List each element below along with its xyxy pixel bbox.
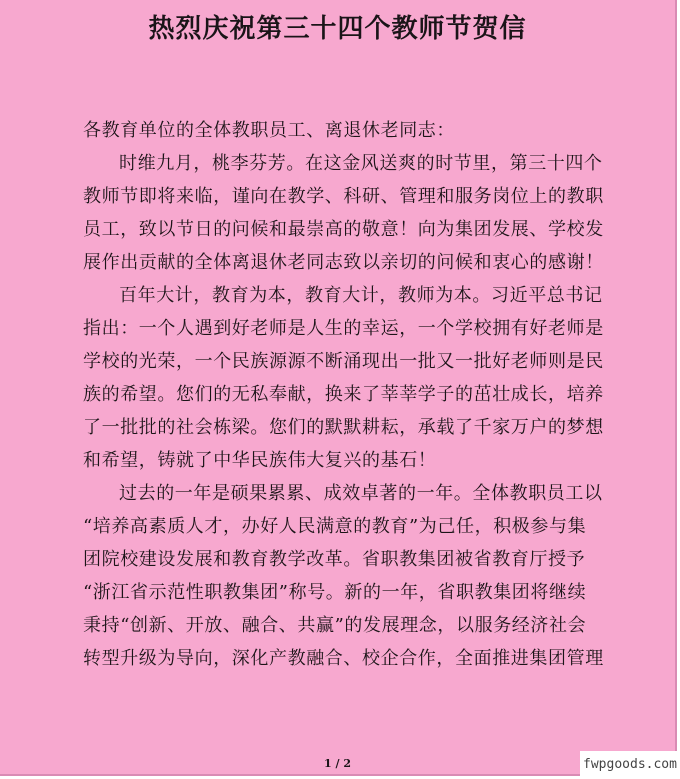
- paragraph-3-line-3: 团院校建设发展和教育教学改革。省职教集团被省教育厅授予: [83, 549, 586, 570]
- letter-body: [83, 114, 608, 675]
- site-watermark: fwpgoods.com: [580, 751, 680, 779]
- paragraph-1-line-4: 展作出贡献的全体离退休老同志致以亲切的问候和衷心的感谢！: [83, 252, 604, 273]
- letter-title: 热烈庆祝第三十四个教师节贺信: [148, 14, 527, 44]
- paragraph-2-line-2: 指出：一个人遇到好老师是人生的幸运，一个学校拥有好老师是: [83, 318, 604, 339]
- paragraph-2-line-4: 族的希望。您们的无私奉献，换来了莘莘学子的茁壮成长，培养: [83, 384, 604, 405]
- paragraph-3-line-6: 转型升级为导向，深化产教融合、校企合作，全面推进集团管理: [83, 648, 604, 669]
- paragraph-3-line-2: “培养高素质人才，办好人民满意的教育”为己任，积极参与集: [83, 516, 587, 537]
- paragraph-2-line-6: 和希望，铸就了中华民族伟大复兴的基石！: [83, 450, 437, 471]
- paragraph-2-line-3: 学校的光荣，一个民族源源不断涌现出一批又一批好老师则是民: [83, 351, 604, 372]
- salutation: 各教育单位的全体教职员工、离退休老同志：: [83, 120, 455, 141]
- paragraph-3-line-4: “浙江省示范性职教集团”称号。新的一年，省职教集团将继续: [83, 582, 587, 603]
- paragraph-3-line-1: 过去的一年是硕果累累、成效卓著的一年。全体教职员工以: [119, 483, 603, 504]
- paragraph-2-line-5: 了一批批的社会栋梁。您们的默默耕耘，承载了千家万户的梦想: [83, 417, 604, 438]
- paragraph-1-line-3: 员工，致以节日的问候和最崇高的敬意！向为集团发展、学校发: [83, 219, 604, 240]
- paragraph-2-line-1: 百年大计，教育为本，教育大计，教师为本。习近平总书记: [119, 285, 603, 306]
- paragraph-3-line-5: 秉持“创新、开放、融合、共赢”的发展理念，以服务经济社会: [83, 615, 587, 636]
- paragraph-1-line-1: 时维九月，桃李芬芳。在这金风送爽的时节里，第三十四个: [119, 153, 603, 174]
- paragraph-1-line-2: 教师节即将来临，谨向在教学、科研、管理和服务岗位上的教职: [83, 186, 604, 207]
- page-number: 1 / 2: [324, 757, 351, 770]
